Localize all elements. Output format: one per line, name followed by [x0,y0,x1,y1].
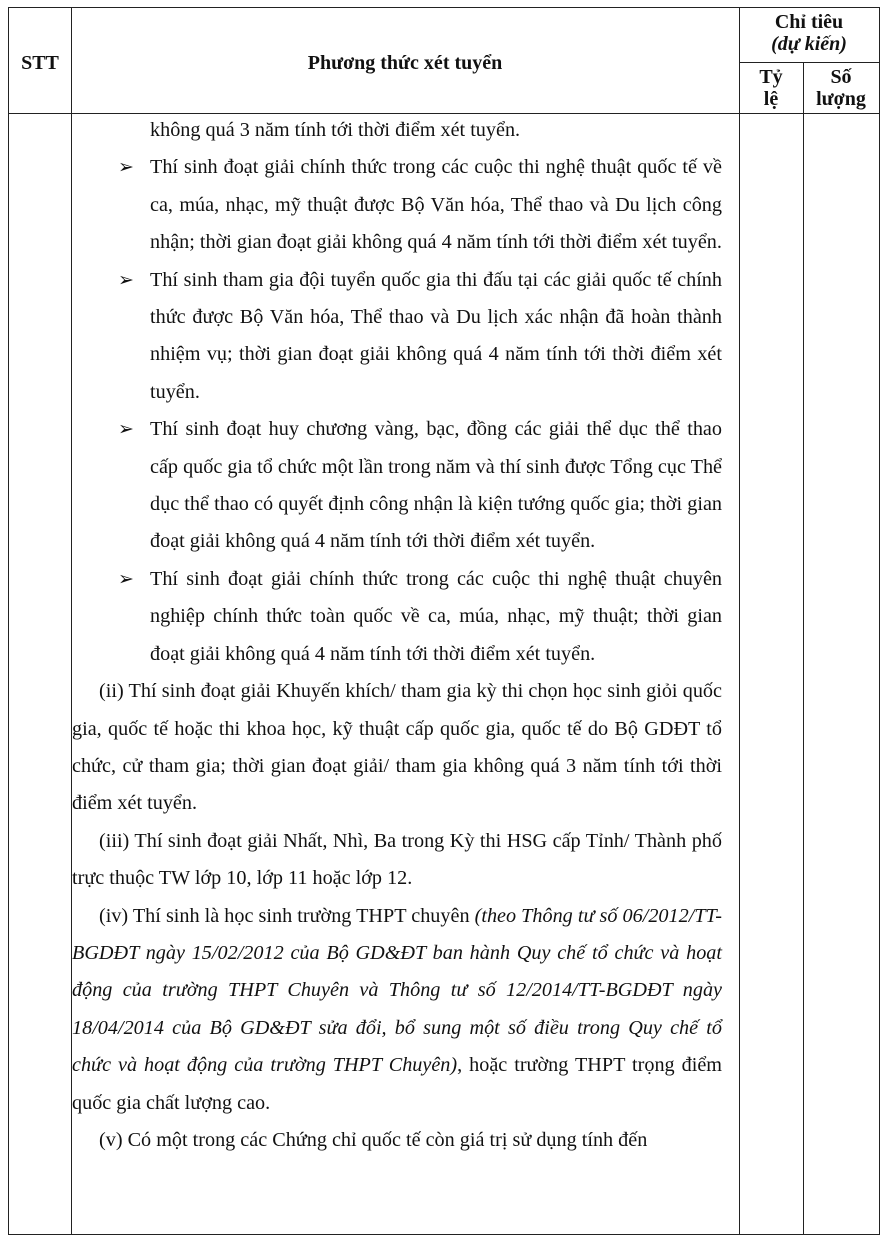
method-content [72,112,722,1159]
bullet-item: ➢ Thí sinh đoạt giải chính thức trong các cuộc thi nghệ thuật chuyên nghiệp chính thức toàn quốc về ca, múa, nhạc, mỹ thuật; thời gian đoạt giải không quá 4 năm tính tới thời điểm xét tuyển. [72,561,722,673]
paragraph-iv: (iv) Thí sinh là học sinh trường THPT chuyên (theo Thông tư số 06/2012/TT-BGDĐT ngày 15/02/2012 của Bộ GD&ĐT ban hành Quy chế tổ chức và hoạt động của trường THPT Chuyên và Thông tư số 12/2014/TT-BGDĐT ngày 18/04/2014 của Bộ GD&ĐT sửa đổi, bổ sung một số điều trong Quy chế tổ chức và hoạt động của trường THPT Chuyên), hoặc trường THPT trọng điểm quốc gia chất lượng cao. [72,904,723,1114]
paragraph-iii: (iii) Thí sinh đoạt giải Nhất, Nhì, Ba trong Kỳ thi HSG cấp Tỉnh/ Thành phố trực thuộc TW lớp 10, lớp 11 hoặc lớp 12. [72,829,722,890]
paragraph-v: (v) Có một trong các Chứng chỉ quốc tế còn giá trị sử dụng tính đến [99,1128,648,1151]
header-target-title: Chỉ tiêu [774,11,844,33]
continued-text: không quá 3 năm tính tới thời điểm xét tuyển. [150,119,521,141]
paragraph-ii: (ii) Thí sinh đoạt giải Khuyến khích/ tham gia kỳ thi chọn học sinh giỏi quốc gia, quốc tế hoặc thi khoa học, kỹ thuật cấp quốc gia, quốc tế do Bộ GDĐT tổ chức, cử tham gia; thời gian đoạt giải/ tham gia không quá 3 năm tính tới thời điểm xét tuyển. [72,680,722,815]
arrow-bullet-icon: ➢ [118,568,134,590]
arrow-bullet-icon: ➢ [118,269,134,291]
header-target [739,11,879,55]
header-method: Phương thức xét tuyển [307,52,503,74]
bullet-item: ➢ Thí sinh tham gia đội tuyển quốc gia thi đấu tại các giải quốc tế chính thức được Bộ Văn hóa, Thể thao và Du lịch xác nhận đã hoàn thành nhiệm vụ; thời gian đoạt giải không quá 4 năm tính tới thời điểm xét tuyển. [72,262,722,412]
arrow-bullet-icon: ➢ [118,157,134,179]
header-stt: STT [21,52,59,74]
header-ratio: Tỷ lệ [759,66,783,110]
col-divider-ratio [803,62,804,1234]
header-target-note: (dự kiến) [771,33,847,55]
header-subdivider [739,62,879,63]
col-divider-method [739,8,740,1234]
header-quantity: Số lượng [816,66,866,110]
bullet-item: ➢ Thí sinh đoạt huy chương vàng, bạc, đồng các giải thể dục thể thao cấp quốc gia tổ chức một lần trong năm và thí sinh được Tổng cục Thể dục thể thao có quyết định công nhận là kiện tướng quốc gia; thời gian đoạt giải không quá 4 năm tính tới thời điểm xét tuyển. [72,411,722,561]
arrow-bullet-icon: ➢ [118,419,134,441]
bullet-item: ➢ Thí sinh đoạt giải chính thức trong các cuộc thi nghệ thuật quốc tế về ca, múa, nhạc, mỹ thuật được Bộ Văn hóa, Thể thao và Du lịch công nhận; thời gian đoạt giải không quá 4 năm tính tới thời điểm xét tuyển. [72,149,722,261]
